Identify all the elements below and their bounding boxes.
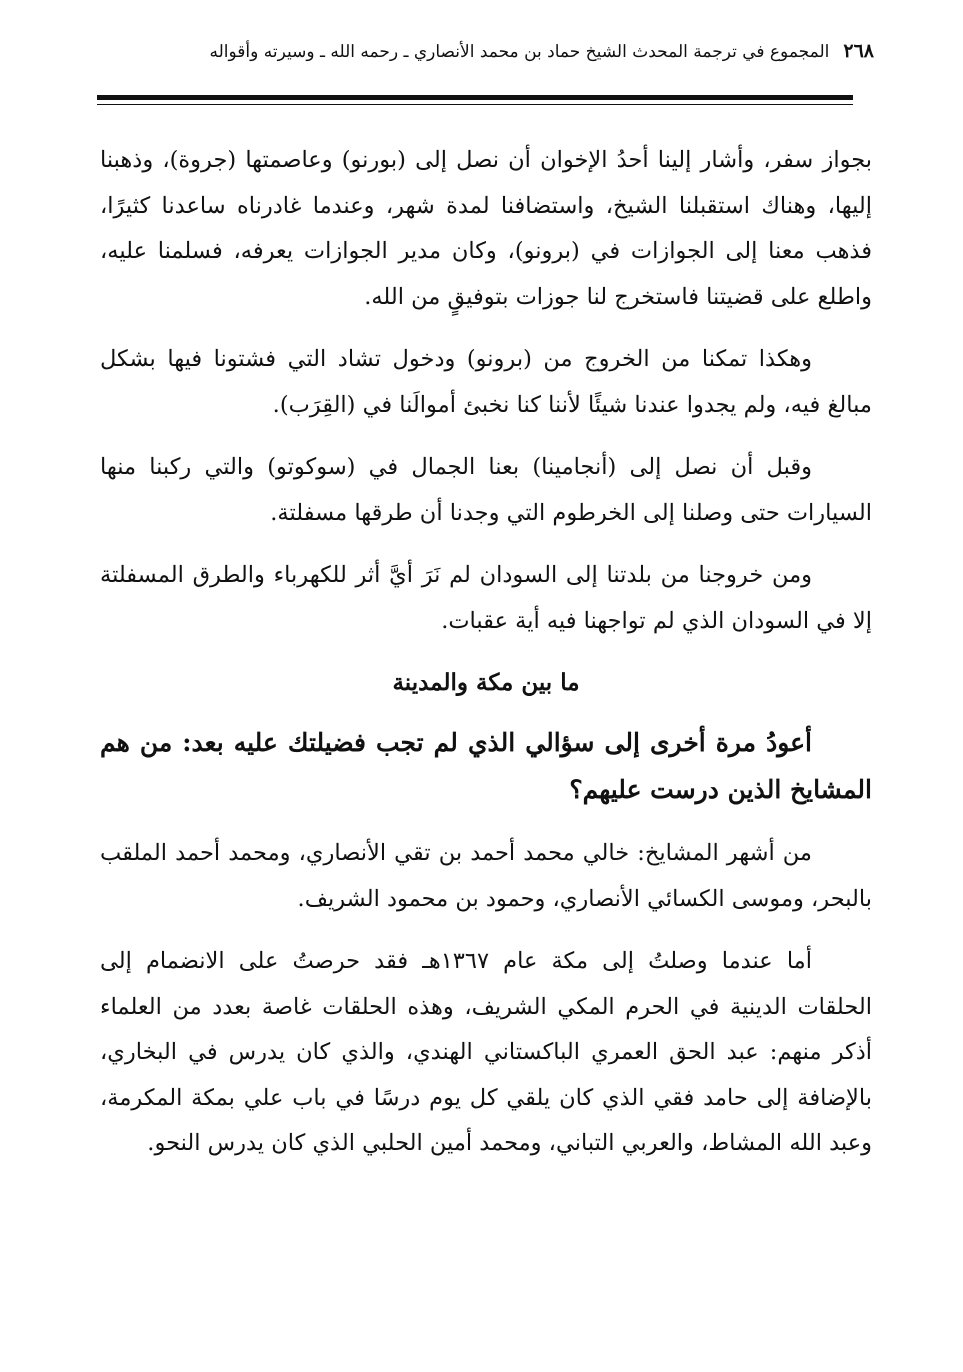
paragraph: وقبل أن نصل إلى (أنجامينا) بعنا الجمال في (سوكوتو) والتي ركبنا منها السيارات حتى وصلنا إلى الخرطوم التي وجدنا أن طرقها مسفلتة.: [100, 454, 872, 526]
page-body: [100, 138, 872, 1184]
running-header: [190, 40, 874, 62]
paragraph: ومن خروجنا من بلدتنا إلى السودان لم نَرَ أيَّ أثر للكهرباء والطرق المسفلتة إلا في السودان الذي لم تواجهنا فيه أية عقبات.: [100, 562, 872, 634]
page-number: ٢٦٨: [843, 40, 874, 62]
paragraph: بجواز سفر، وأشار إلينا أحدُ الإخوان أن نصل إلى (بورنو) وعاصمتها (جروة)، وذهبنا إليها، وهناك استقبلنا الشيخ، واستضافنا لمدة شهر، وعندما غادرناه ساعدنا كثيرًا، فذهب معنا إلى الجوازات في (برونو)، وكان مدير الجوازات يعرفه، فسلمنا عليه، واطلع على قضيتنا فاستخرج لنا جوزات بتوفيقٍ من الله.: [100, 147, 872, 310]
answer-paragraph: أما عندما وصلتُ إلى مكة عام ١٣٦٧هـ فقد حرصتُ على الانضمام إلى الحلقات الدينية في الحرم المكي الشريف، وهذه الحلقات غاصة بعدد من العلماء أذكر منهم: عبد الحق العمري الباكستاني الهندي، والذي كان يدرس في البخاري، بالإضافة إلى حامد فقي الذي كان يلقي كل يوم درسًا في باب علي بمكة المكرمة، وعبد الله المشاط، والعربي التباني، ومحمد أمين الحلبي الذي كان يدرس النحو.: [100, 948, 872, 1156]
header-title: المجموع في ترجمة المحدث الشيخ حماد بن محمد الأنصاري ـ رحمه الله ـ وسيرته وأقواله: [209, 42, 830, 62]
section-title: ما بين مكة والمدينة: [392, 669, 580, 696]
answer-paragraph: من أشهر المشايخ: خالي محمد أحمد بن تقي الأنصاري، ومحمد أحمد الملقب بالبحر، وموسى الكسائي الأنصاري، وحمود بن محمود الشريف.: [100, 840, 872, 912]
header-rule-thin: [97, 104, 853, 105]
interview-question: أعودُ مرة أخرى إلى سؤالي الذي لم تجب فضيلتك عليه بعد: من هم المشايخ الذين درست عليهم؟: [100, 728, 872, 804]
header-rule-thick: [97, 95, 853, 100]
paragraph: وهكذا تمكنا من الخروج من (برونو) ودخول تشاد التي فشتونا فيها بشكل مبالغ فيه، ولم يجدوا عندنا شيئًا لأننا كنا نخبئ أموالَنا في (القِرَب).: [100, 346, 872, 418]
